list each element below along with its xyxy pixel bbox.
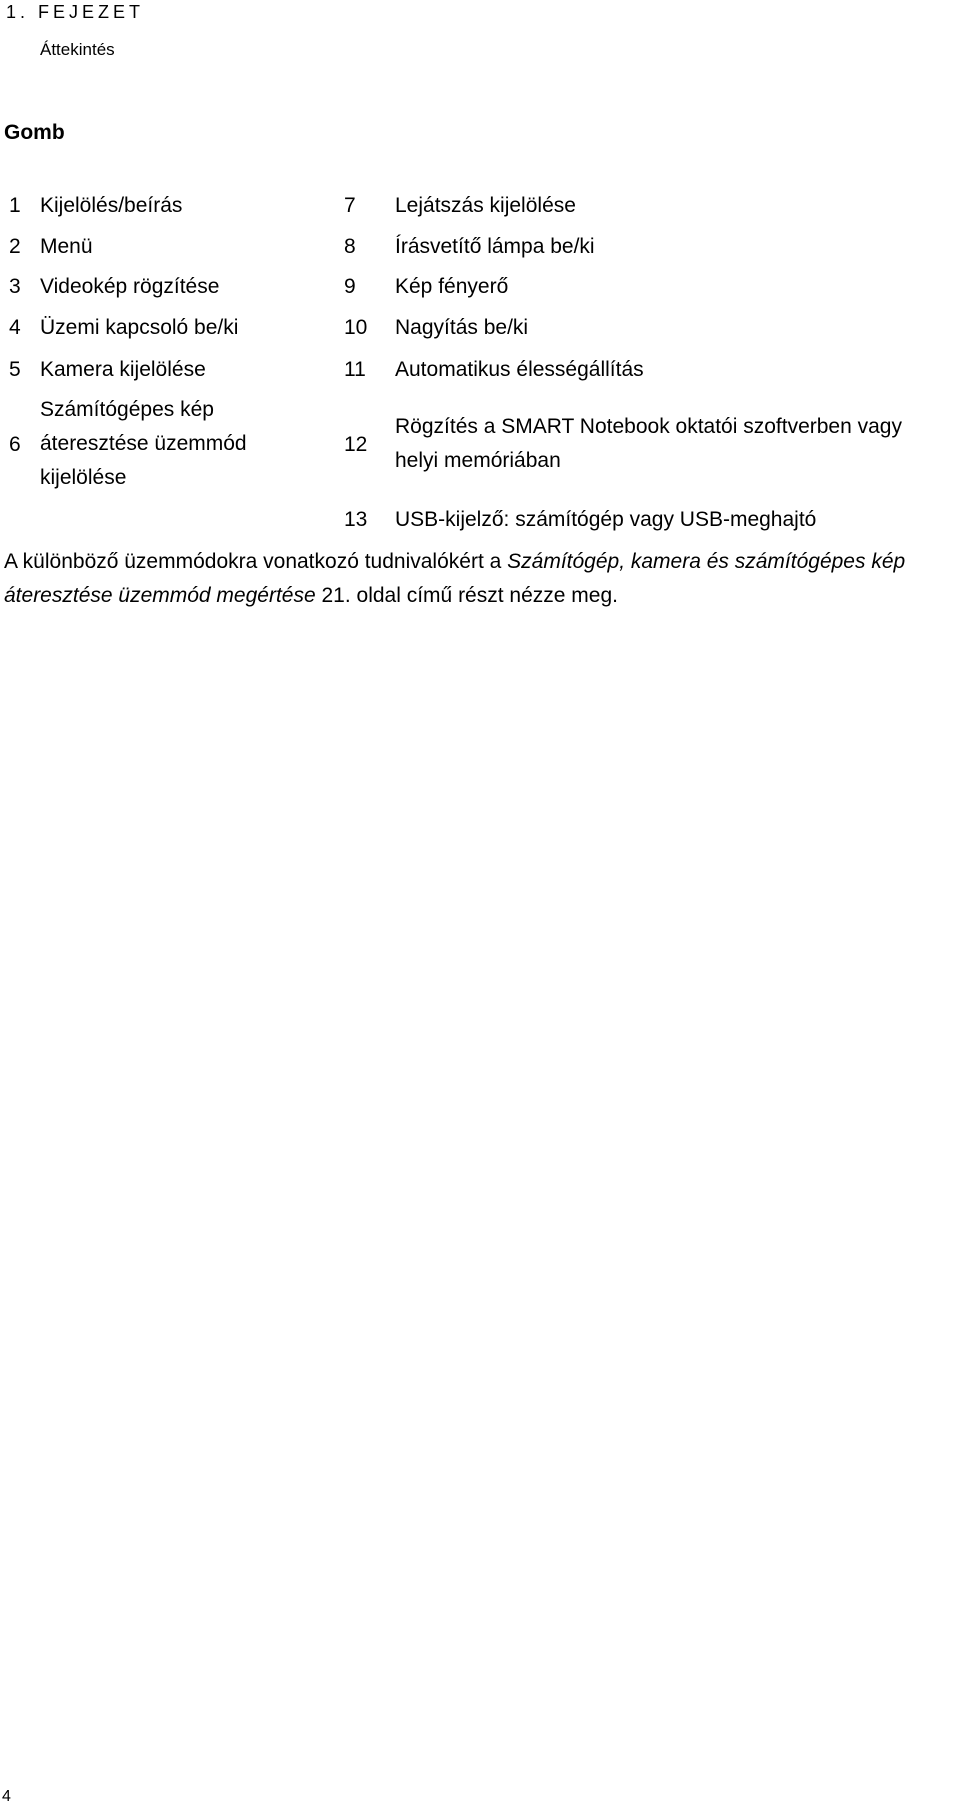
button-label: Számítógépes kép áteresztése üzemmód kijelölése — [40, 398, 247, 489]
button-number: 13 — [344, 508, 368, 531]
button-number: 7 — [344, 194, 356, 217]
button-number: 12 — [344, 433, 368, 456]
chapter-heading: 1. FEJEZET — [6, 2, 145, 22]
button-label: Írásvetítő lámpa be/ki — [395, 235, 595, 258]
button-number: 8 — [344, 235, 356, 258]
chapter-subtitle: Áttekintés — [40, 40, 115, 59]
button-number: 10 — [344, 316, 368, 339]
note-section-reference: Számítógép, kamera és számítógépes kép áteresztése üzemmód megértése — [4, 550, 906, 607]
button-label: USB-kijelző: számítógép vagy USB-meghajtó — [395, 508, 817, 531]
button-label: Üzemi kapcsoló be/ki — [40, 316, 239, 339]
button-label: Automatikus élességállítás — [395, 358, 644, 381]
note-text: A különböző üzemmódokra vonatkozó tudnivalókért a — [4, 550, 508, 573]
button-number: 3 — [9, 275, 21, 298]
button-number: 1 — [9, 194, 21, 217]
button-label: Kijelölés/beírás — [40, 194, 183, 217]
button-number: 4 — [9, 316, 21, 339]
reference-note — [4, 545, 956, 613]
button-number: 5 — [9, 358, 21, 381]
button-number: 9 — [344, 275, 356, 298]
button-label: Rögzítés a SMART Notebook oktatói szoftverben vagy helyi memóriában — [395, 415, 902, 472]
button-label: Menü — [40, 235, 93, 258]
button-number: 6 — [9, 433, 21, 456]
button-label: Nagyítás be/ki — [395, 316, 529, 339]
note-text-end: 21. oldal című részt nézze meg. — [315, 584, 618, 607]
button-label: Videokép rögzítése — [40, 275, 220, 298]
button-label: Lejátszás kijelölése — [395, 194, 576, 217]
page-number: 4 — [2, 1788, 11, 1805]
button-label: Kép fényerő — [395, 275, 509, 298]
section-heading: Gomb — [4, 121, 65, 144]
button-label: Kamera kijelölése — [40, 358, 206, 381]
button-number: 11 — [344, 358, 366, 381]
button-number: 2 — [9, 235, 21, 258]
